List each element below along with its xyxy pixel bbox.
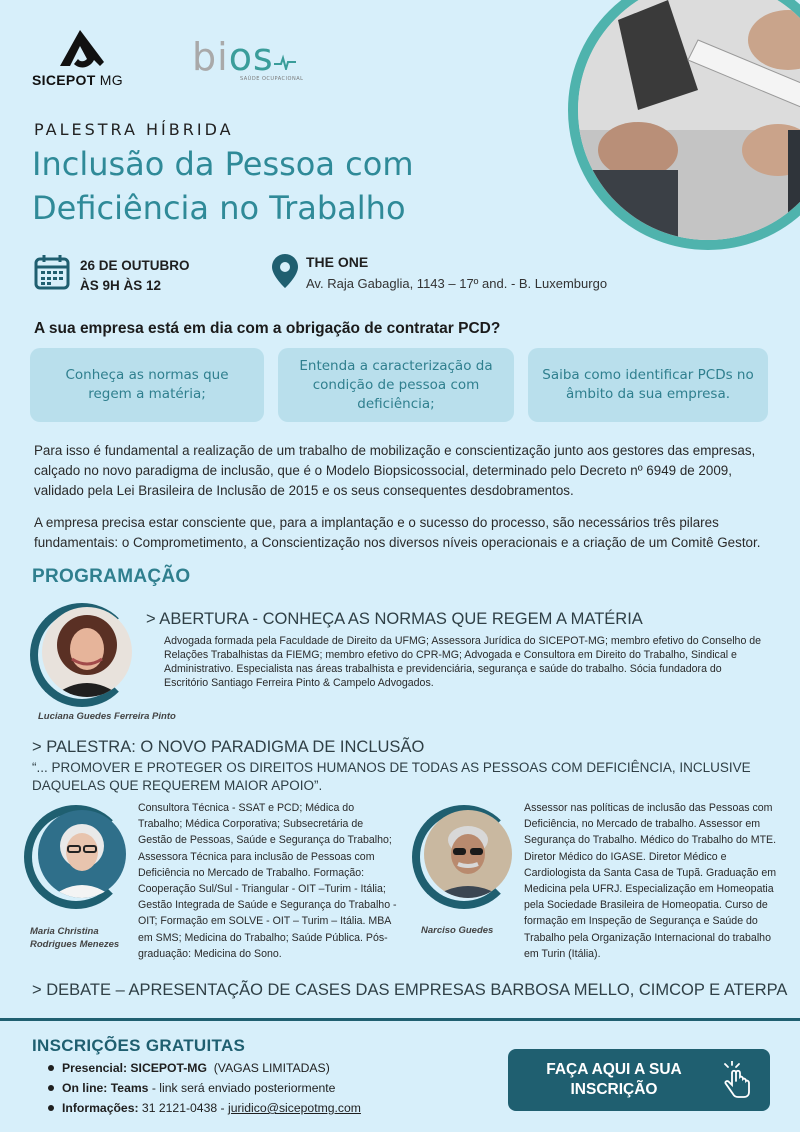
event-title-line2: Deficiência no Trabalho (32, 189, 406, 227)
registration-item2-rest: - link será enviado posteriormente (148, 1081, 336, 1095)
sicepot-mark-icon (54, 26, 106, 70)
registration-item3-bold: Informações: (62, 1101, 139, 1115)
bios-word-b: os (228, 35, 274, 79)
sicepot-name: SICEPOT (32, 72, 96, 88)
heartbeat-icon (274, 50, 296, 70)
register-button-line2: INSCRIÇÃO (570, 1081, 658, 1098)
venue-address: Av. Raja Gabaglia, 1143 – 17º and. - B. Luxemburgo (306, 276, 608, 291)
speaker1-name: Luciana Guedes Ferreira Pinto (38, 711, 176, 722)
program-title: PROGRAMAÇÃO (32, 566, 191, 587)
bios-logo (192, 35, 304, 82)
session2-heading: > PALESTRA: O NOVO PARADIGMA DE INCLUSÃO (32, 738, 425, 756)
intro-question: A sua empresa está em dia com a obrigação de contratar PCD? (34, 320, 501, 337)
section-divider (0, 1018, 800, 1021)
sicepot-suffix: MG (99, 72, 123, 88)
intro-paragraph-2: A empresa precisa estar consciente que, para a implantação e o sucesso do processo, são necessários três pilares fundamentais: o Comprometimento, a Conscientização nos diversos níveis operacionais e a criação de um Comitê Gestor. (34, 515, 761, 550)
bios-subtitle: SAÚDE OCUPACIONAL (240, 76, 304, 82)
topic-box-characterization: Entenda a caracterização da condição de pessoa com deficiência; (278, 348, 514, 422)
hero-photo (568, 0, 800, 250)
speaker2-name (30, 925, 130, 951)
speaker3-name: Narciso Guedes (421, 925, 494, 936)
event-date-line1: 26 DE OUTUBRO (80, 258, 190, 273)
speaker2-name-line1: Maria Christina (30, 926, 99, 937)
intro-paragraph-1: Para isso é fundamental a realização de um trabalho de mobilização e conscientização junto aos gestores das empresas, calçado no novo paradigma de inclusão, que é o Modelo Biopsicossocial, determinado pelo Decreto nº 6949 de 2009, validado pela Lei Brasileira de Inclusão de 2015 e os seus consequentes desdobramentos. (34, 443, 756, 498)
speaker2-bio: Consultora Técnica - SSAT e PCD; Médica do Trabalho; Médica Corporativa; Subsecretária de Gestão de Pessoas, Saúde e Segurança do Trabalho; Assessora Técnica para inclusão de Pessoas com Deficiência no Mercado de Trabalho. Formação: Cooperação Sul/Sul - Triangular - OIT –Turim - Itália; Gestão Integrada de Saúde e Segurança do Trabalho - OIT; Formação em SOLVE - OIT – Turim – Itália. MBA em SMS; Medicina do Trabalho; Saúde Pública. Pós-graduação: Medicina do Sono. (138, 802, 397, 960)
registration-phone: 31 2121-0438 - (138, 1101, 228, 1115)
topic-box-identify: Saiba como identificar PCDs no âmbito da sua empresa. (528, 348, 768, 422)
speaker1-avatar (42, 607, 132, 697)
event-title-line1: Inclusão da Pessoa com (32, 145, 414, 183)
speaker3-avatar (424, 810, 512, 898)
list-item (48, 1058, 361, 1078)
topic-box-norms: Conheça as normas que regem a matéria; (30, 348, 264, 422)
event-kicker: PALESTRA HÍBRIDA (34, 120, 234, 139)
register-button[interactable] (508, 1049, 770, 1111)
calendar-icon (34, 254, 70, 290)
tap-hand-icon (722, 1061, 752, 1099)
handshake-desk-image (578, 0, 800, 240)
speaker2-name-line2: Rodrigues Menezes (30, 939, 120, 950)
event-date (80, 256, 190, 296)
register-button-label (508, 1060, 720, 1100)
venue-name: THE ONE (306, 254, 369, 270)
sicepot-logo (32, 26, 142, 88)
list-item (48, 1098, 361, 1118)
event-date-line2: ÀS 9H ÀS 12 (80, 278, 162, 293)
session3-heading: > DEBATE – APRESENTAÇÃO DE CASES DAS EMPRESAS BARBOSA MELLO, CIMCOP E ATERPA (32, 981, 788, 999)
location-pin-icon (272, 254, 298, 288)
speaker2-avatar (38, 810, 126, 898)
registration-email-link[interactable]: juridico@sicepotmg.com (227, 1101, 361, 1115)
speaker3-bio: Assessor nas políticas de inclusão das Pessoas com Deficiência, no Mercado de trabalho. Assessor em Segurança do Trabalho. Médico do Trabalho do MTE. Diretor Médico do IGASE. Diretor Médico e Cardiologista da Santa Casa de Tupã. Graduação em Medicina pela UFRJ. Especialização em Homeopatia pela Sociedade Brasileira de Homeopatia. Curso de formação em Inspeção de Segurança e Saúde do Trabalho pela Organização Internacional do trabalho em Turin (Itália). (524, 802, 777, 960)
event-title (32, 142, 532, 230)
registration-item1-bold: Presencial: SICEPOT-MG (62, 1061, 207, 1075)
list-item (48, 1078, 361, 1098)
session2-quote: “... PROMOVER E PROTEGER OS DIREITOS HUMANOS DE TODAS AS PESSOAS COM DEFICIÊNCIA, INCLUSIVE DAQUELAS QUE REQUEREM MAIOR APOIO”. (32, 760, 751, 793)
register-button-line1: FAÇA AQUI A SUA (546, 1061, 682, 1078)
speaker1-bio: Advogada formada pela Faculdade de Direito da UFMG; Assessora Jurídica do SICEPOT-MG; membro efetivo do Conselho de Relações Trabalhistas da FIEMG; membro efetivo do CPR-MG; Advogada e Consultora em Direito do Trabalho, Sindical e Administrativo. Especialista nas áreas trabalhista e previdenciária, segurança e saúde do trabalho. Sócia fundadora do Escritório Santiago Ferreira Pinto & Campelo Advogados. (164, 635, 762, 689)
registration-item1-rest: (VAGAS LIMITADAS) (206, 1061, 330, 1075)
registration-list (48, 1058, 361, 1118)
bios-word-a: bi (192, 35, 229, 79)
session1-heading: > ABERTURA - CONHEÇA AS NORMAS QUE REGEM A MATÉRIA (146, 610, 643, 628)
registration-title: INSCRIÇÕES GRATUITAS (32, 1036, 246, 1055)
registration-item2-bold: On line: Teams (62, 1081, 149, 1095)
